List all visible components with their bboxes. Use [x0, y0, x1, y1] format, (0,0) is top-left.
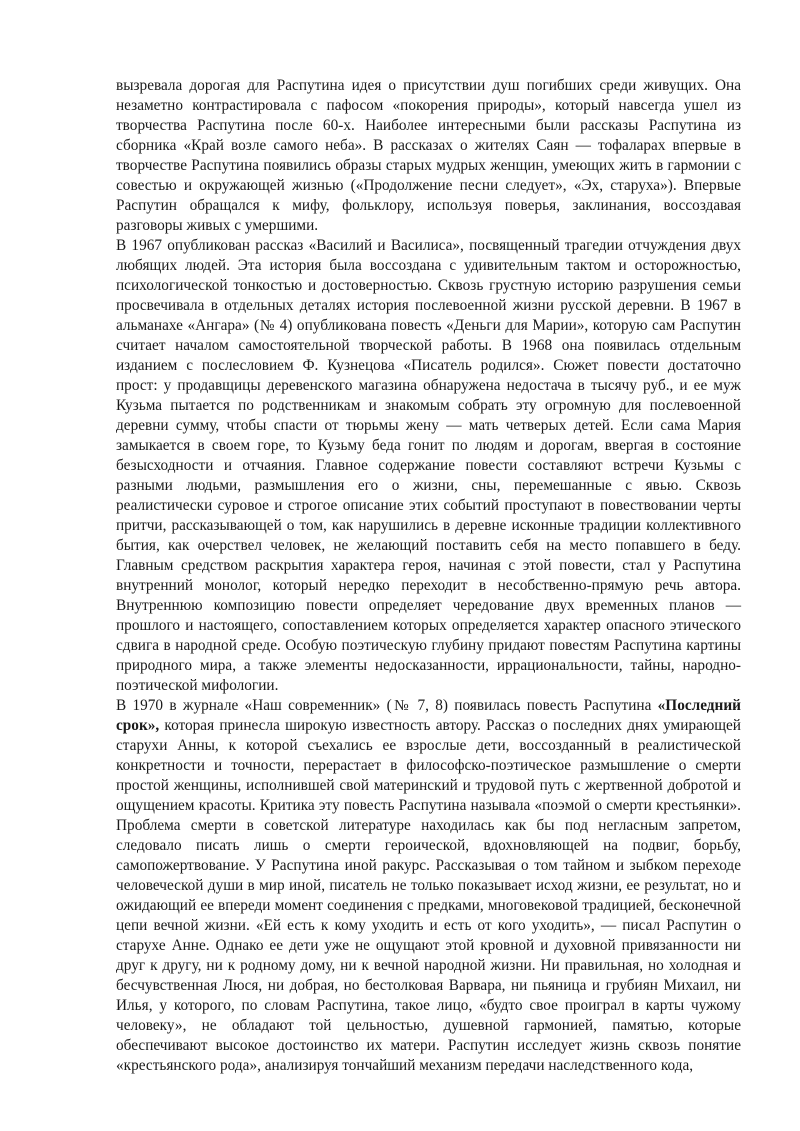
- novel-title-bold: «Последний срок»,: [116, 697, 741, 734]
- paragraph-1: вызревала дорогая для Распутина идея о присутствии душ погибших среди живущих. Она незаметно контрастировала с пафосом «покорения природы», который навсегда ушел из творчества Распутина после 60-х. Наиболее интересными были рассказы Распутина из сборника «Край возле самого неба». В рассказах о жителях Саян — тофаларах впервые в творчестве Распутина появились образы старых мудрых женщин, умеющих жить в гармонии с совестью и окружающей жизнью («Продолжение песни следует», «Эх, старуха»). Впервые Распутин обращался к мифу, фольклору, используя поверья, заклинания, воссоздавая разговоры живых с умершими.: [116, 77, 741, 234]
- paragraph-3-intro: В 1970 в журнале «Наш современник» (№ 7, 8) появилась повесть Распутина: [116, 697, 658, 714]
- document-page: [116, 76, 741, 1076]
- paragraph-2: В 1967 опубликован рассказ «Василий и Василиса», посвященный трагедии отчуждения двух любящих людей. Эта история была воссоздана с удивительным тактом и осторожностью, психологической тонкостью и достоверностью. Сквозь грустную историю разрушения семьи просвечивала в отдельных деталях история послевоенной жизни русской деревни. В 1967 в альманахе «Ангара» (№ 4) опубликована повесть «Деньги для Марии», которую сам Распутин считает началом самостоятельной творческой работы. В 1968 она появилась отдельным изданием с послесловием Ф. Кузнецова «Писатель родился». Сюжет повести достаточно прост: у продавщицы деревенского магазина обнаружена недостача в тысячу руб., и ее муж Кузьма пытается по родственникам и знакомым собрать эту огромную для послевоенной деревни сумму, чтобы спасти от тюрьмы жену — мать четверых детей. Если сама Мария замыкается в своем горе, то Кузьму беда гонит по людям и дорогам, ввергая в состояние безысходности и отчаяния. Главное содержание повести составляют встречи Кузьмы с разными людьми, размышления его о жизни, сны, перемешанные с явью. Сквозь реалистически суровое и строгое описание этих событий проступают в повествовании черты притчи, рассказывающей о том, как нарушились в деревне исконные традиции коллективного бытия, как очерствел человек, не желающий поставить себя на место попавшего в беду. Главным средством раскрытия характера героя, начиная с этой повести, стал у Распутина внутренний монолог, который нередко переходит в несобственно-прямую речь автора. Внутреннюю композицию повести определяет чередование двух временных планов — прошлого и настоящего, сопоставлением которых определяется характер опасного этического сдвига в народной среде. Особую поэтическую глубину придают повестям Распутина картины природного мира, а также элементы недосказанности, иррациональности, тайны, народно-поэтической мифологии.: [116, 237, 741, 694]
- paragraph-3: [116, 696, 741, 1076]
- paragraph-3-body: которая принесла широкую известность автору. Рассказ о последних днях умирающей старухи Анны, к которой съехались ее взрослые дети, воссозданный в реалистической конкретности и точности, перерастает в философско-поэтическое размышление о смерти простой женщины, исполнившей свой материнский и трудовой путь с жертвенной добротой и ощущением красоты. Критика эту повесть Распутина называла «поэмой о смерти крестьянки». Проблема смерти в советской литературе находилась как бы под негласным запретом, следовало писать лишь о смерти героической, вдохновляющей на подвиг, борьбу, самопожертвование. У Распутина иной ракурс. Рассказывая о том тайном и зыбком переходе человеческой души в мир иной, писатель не только показывает исход жизни, ее результат, но и ожидающий ее впереди момент соединения с предками, многовековой традицией, бесконечной цепи вечной жизни. «Ей есть к кому уходить и есть от кого уходить», — писал Распутин о старухе Анне. Однако ее дети уже не ощущают этой кровной и духовной привязанности ни друг к другу, ни к родному дому, ни к вечной народной жизни. Ни правильная, но холодная и бесчувственная Люся, ни добрая, но бестолковая Варвара, ни пьяница и грубиян Михаил, ни Илья, у которого, по словам Распутина, такое лицо, «будто свое проиграл в карты чужому человеку», не обладают той цельностью, душевной гармонией, памятью, которые обеспечивают высокое достоинство их матери. Распутин исследует жизнь сквозь понятие «крестьянского рода», анализируя тончайший механизм передачи наследственного кода,: [116, 717, 741, 1074]
